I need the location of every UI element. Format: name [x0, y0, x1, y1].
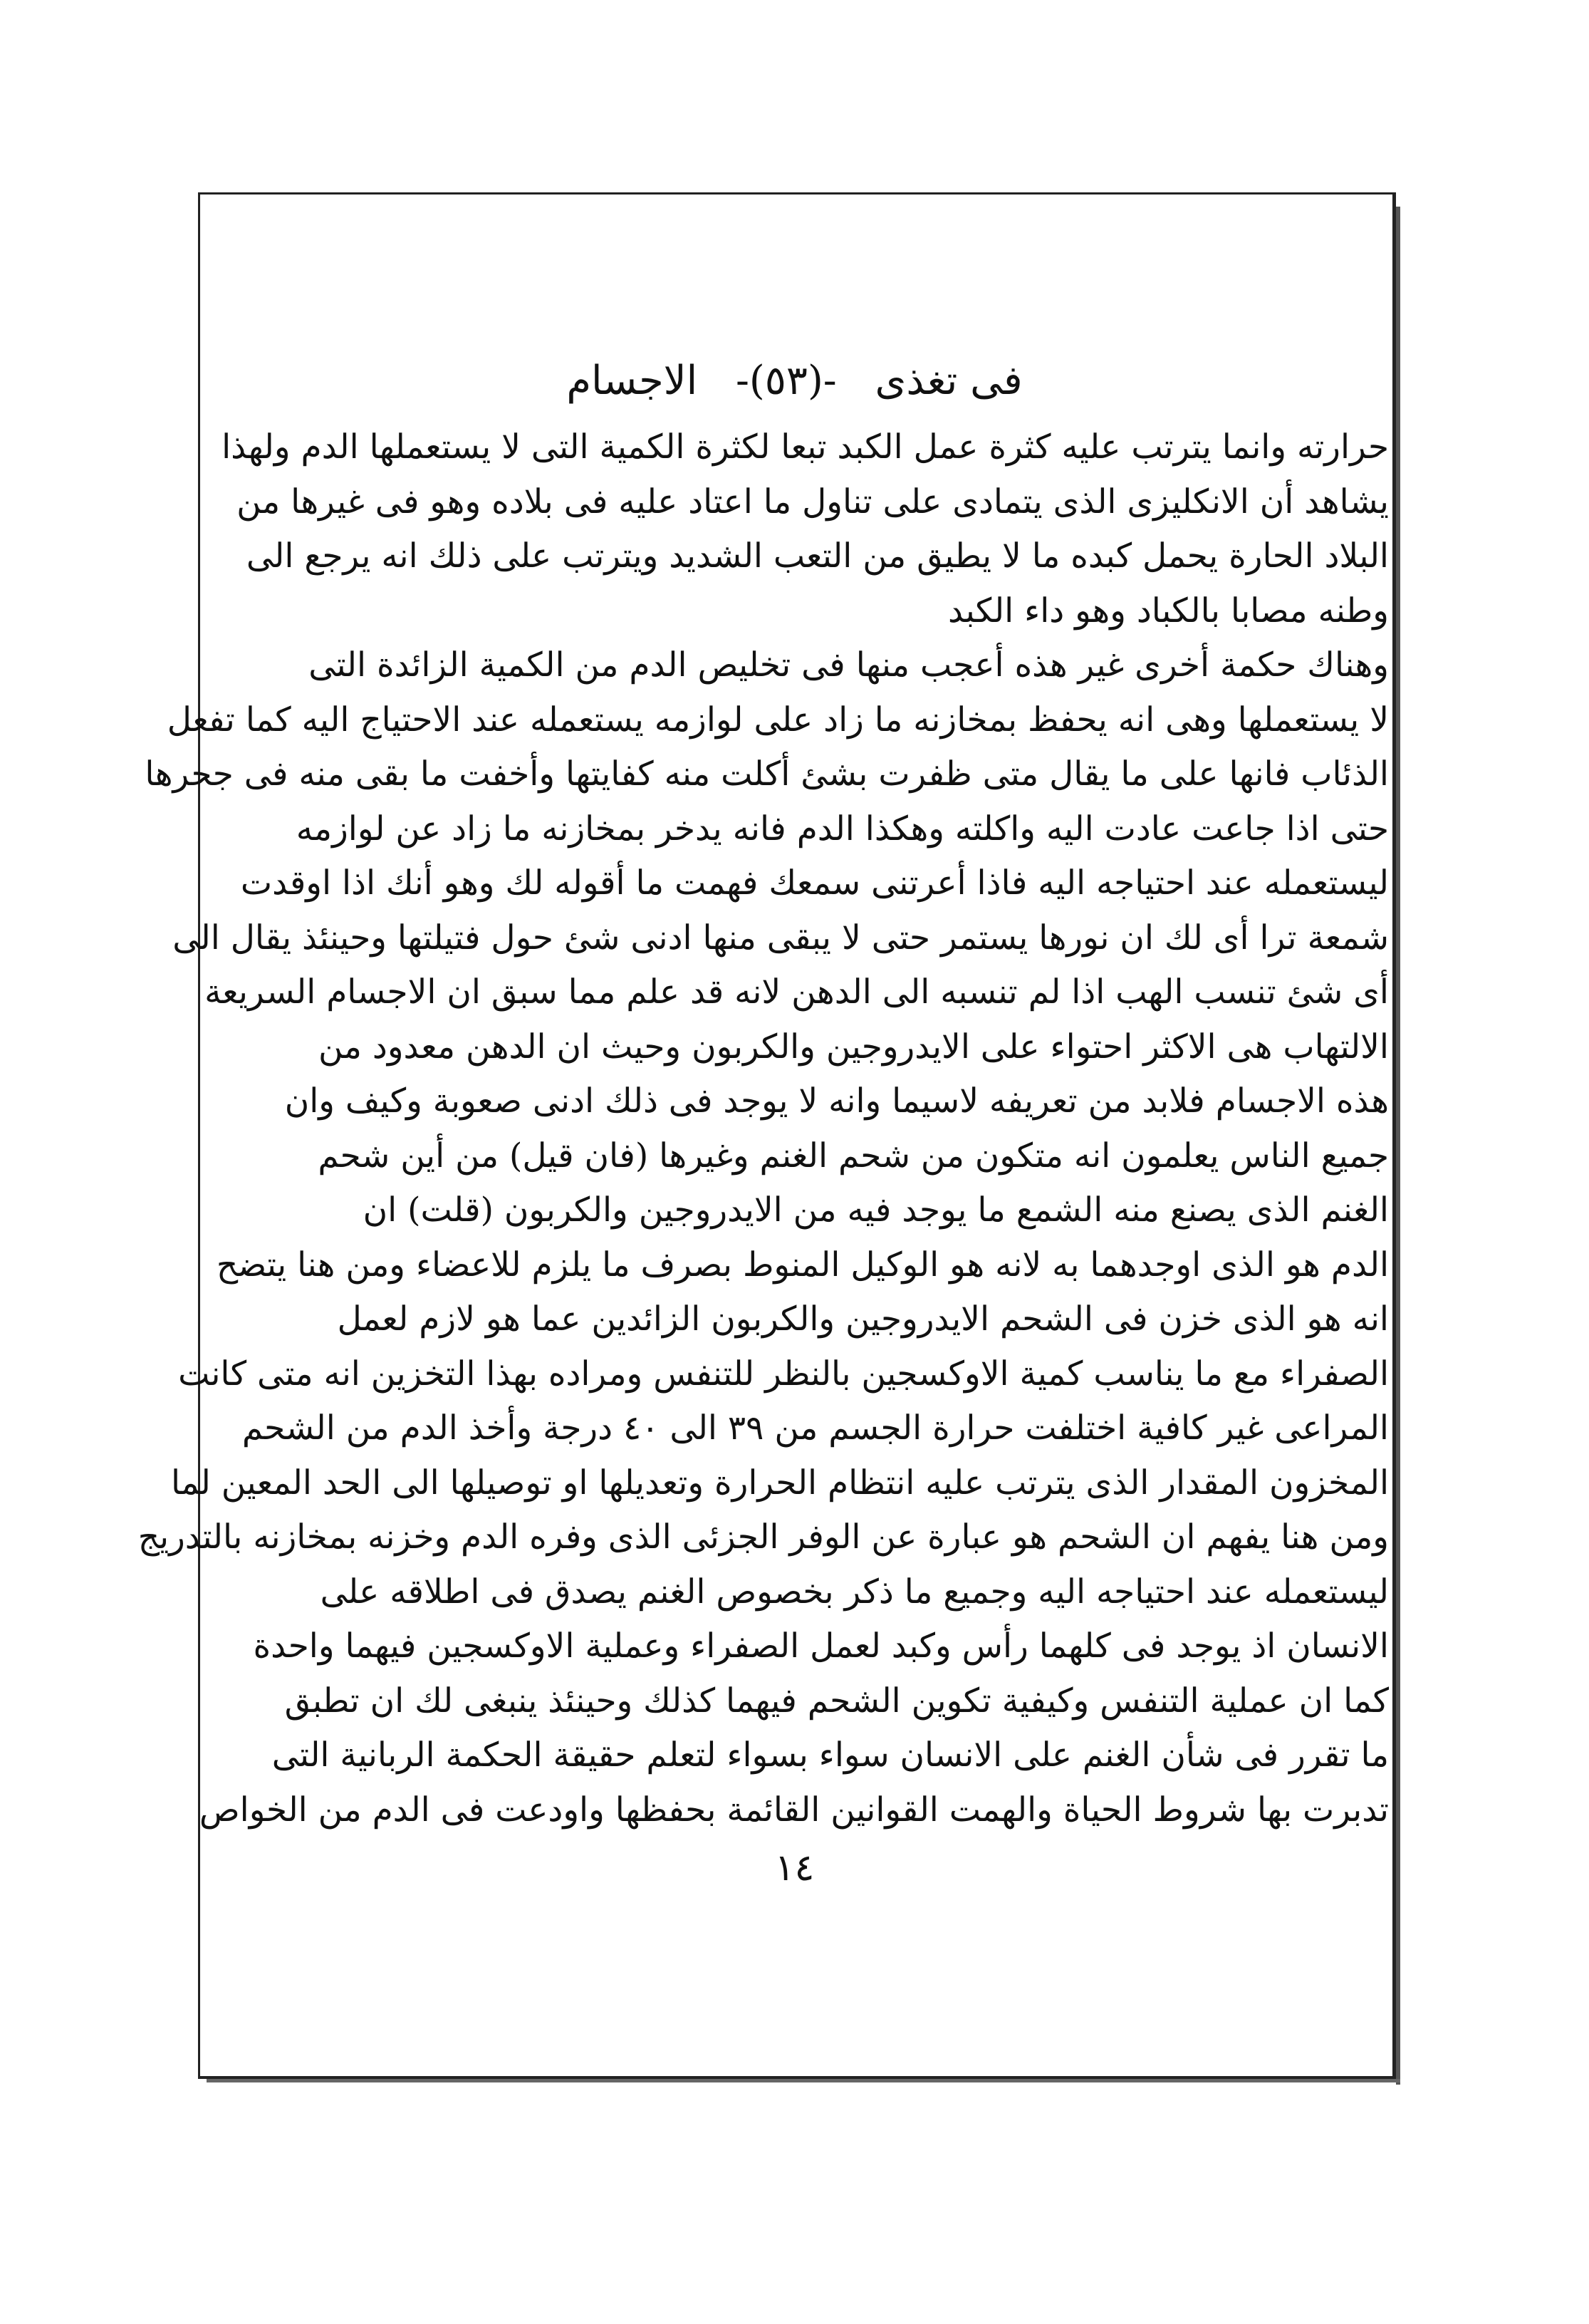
text-line: كما ان عملية التنفس وكيفية تكوين الشحم فيهما كذلك وحينئذ ينبغى لك ان تطبق [284, 1681, 1389, 1721]
page-border-shadow [1396, 207, 1400, 2085]
text-line: البلاد الحارة يحمل كبده ما لا يطيق من التعب الشديد ويترتب على ذلك انه يرجع الى [246, 536, 1389, 576]
text-line: لا يستعملها وهى انه يحفظ بمخازنه ما زاد على لوازمه يستعمله عند الاحتياج اليه كما تفعل [167, 700, 1389, 740]
text-line: تدبرت بها شروط الحياة والهمت القوانين القائمة بحفظها واودعت فى الدم من الخواص [199, 1790, 1389, 1830]
header-page-ref: -(٥٣)- [736, 358, 837, 404]
header-right-part: الاجسام [566, 358, 698, 404]
text-line: الالتهاب هى الاكثر احتواء على الايدروجين والكربون وحيث ان الدهن معدود من [318, 1027, 1389, 1067]
text-line: شمعة ترا أى لك ان نورها يستمر حتى لا يبقى منها ادنى شئ حول فتيلتها وحينئذ يقال الى [172, 918, 1389, 958]
text-line: ومن هنا يفهم ان الشحم هو عبارة عن الوفر الجزئى الذى وفره الدم وخزنه بمخازنه بالتدريج [137, 1518, 1389, 1557]
text-line: وطنه مصابا بالكباد وهو داء الكبد [948, 591, 1389, 631]
text-line: حتى اذا جاعت عادت اليه واكلته وهكذا الدم فانه يدخر بمخازنه ما زاد عن لوازمه [296, 809, 1389, 849]
text-line: حرارته وانما يترتب عليه كثرة عمل الكبد تبعا لكثرة الكمية التى لا يستعملها الدم ولهذا [222, 427, 1389, 467]
text-line: وهناك حكمة أخرى غير هذه أعجب منها فى تخليص الدم من الكمية الزائدة التى [308, 645, 1389, 685]
text-line: ليستعمله عند احتياجه اليه وجميع ما ذكر بخصوص الغنم يصدق فى اطلاقه على [320, 1572, 1389, 1612]
text-line: المراعى غير كافية اختلفت حرارة الجسم من ٣٩ الى ٤٠ درجة وأخذ الدم من الشحم [241, 1409, 1389, 1448]
text-line: أى شئ تنسب الهب اذا لم تنسبه الى الدهن لانه قد علم مما سبق ان الاجسام السريعة [204, 972, 1389, 1012]
text-line: الانسان اذ يوجد فى كلهما رأس وكبد لعمل الصفراء وعملية الاوكسجين فيهما واحدة [253, 1627, 1389, 1666]
text-line: يشاهد أن الانكليزى الذى يتمادى على تناول ما اعتاد عليه فى بلاده وهو فى غيرها من [236, 482, 1389, 522]
text-line: الصفراء مع ما يناسب كمية الاوكسجين بالنظر للتنفس ومراده بهذا التخزين انه متى كانت [178, 1354, 1389, 1394]
text-line: جميع الناس يعلمون انه متكون من شحم الغنم وغيرها (فان قيل) من أين شحم [318, 1136, 1389, 1176]
page-border-bottom-shadow [207, 2079, 1400, 2082]
text-line: ليستعمله عند احتياجه اليه فاذا أعرتنى سمعك فهمت ما أقوله لك وهو أنك اذا اوقدت [240, 863, 1389, 903]
header-left-part: فى تغذى [875, 358, 1023, 404]
text-line: الدم هو الذى اوجدهما به لانه هو الوكيل المنوط بصرف ما يلزم للاعضاء ومن هنا يتضح [216, 1245, 1389, 1285]
text-line: ما تقرر فى شأن الغنم على الانسان سواء بسواء لتعلم حقيقة الحكمة الربانية التى [271, 1736, 1389, 1775]
body-text [137, 420, 1389, 1837]
text-line: الذئاب فانها على ما يقال متى ظفرت بشئ أكلت منه كفايتها وأخفت ما بقى منه فى جحرها [145, 754, 1389, 794]
text-line: المخزون المقدار الذى يترتب عليه انتظام الحرارة وتعديلها او توصيلها الى الحد المعين لما [170, 1463, 1389, 1503]
text-line: انه هو الذى خزن فى الشحم الايدروجين والكربون الزائدين عما هو لازم لعمل [337, 1300, 1389, 1339]
text-line: هذه الاجسام فلابد من تعريفه لاسيما وانه لا يوجد فى ذلك ادنى صعوبة وكيف وان [284, 1081, 1389, 1121]
running-header [0, 356, 1589, 406]
page-number: ١٤ [774, 1847, 815, 1889]
text-line: الغنم الذى يصنع منه الشمع ما يوجد فيه من الايدروجين والكربون (قلت) ان [363, 1190, 1389, 1230]
